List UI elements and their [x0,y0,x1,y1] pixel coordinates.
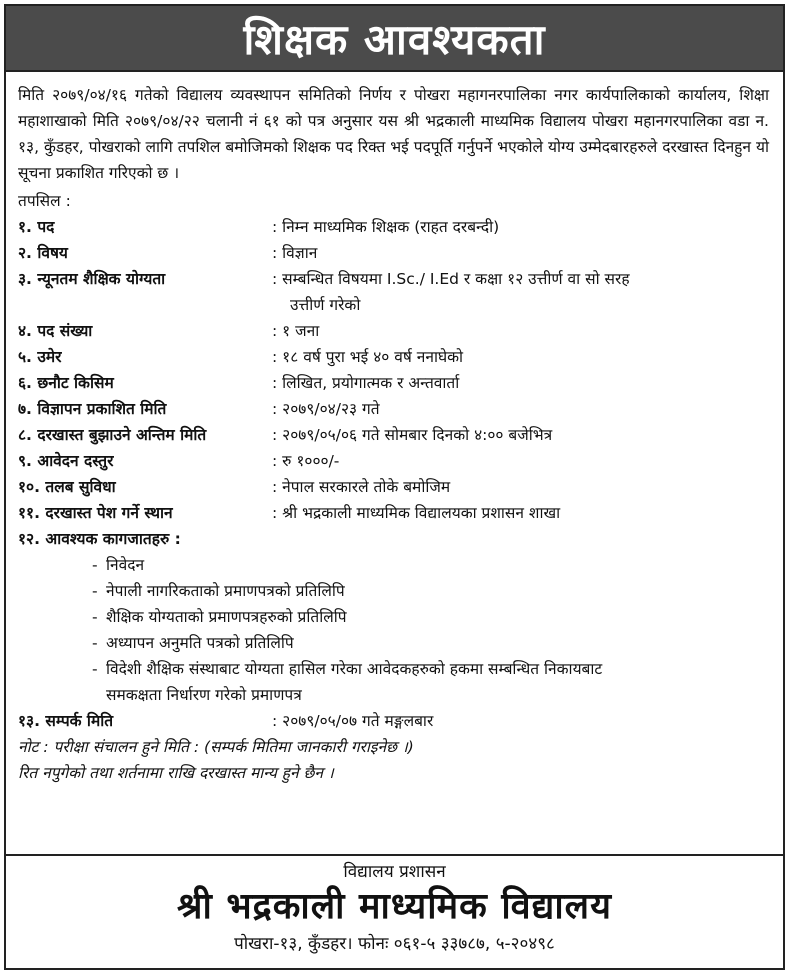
notice-body [6,72,783,786]
detail-row [18,500,769,526]
detail-label: ८. दरखास्त बुझाउने अन्तिम मिति [18,426,207,444]
detail-value: : २०७९/०५/०६ गते सोमबार दिनको ४:०० बजेभित्र [272,426,553,444]
docs-list [18,552,769,708]
doc-text: निवेदन [106,556,145,574]
footer-address: पोखरा-१३, कुँडहर। फोनः ०६१-५ ३३७८७, ५-२०४९८ [234,934,555,954]
detail-label: १०. तलब सुविधा [18,478,116,496]
intro-paragraph: मिति २०७९/०४/१६ गतेको विद्यालय व्यवस्थापन समितिको निर्णय र पोखरा महागनरपालिका नगर कार्यपालिकाको कार्यालय, शिक्षा महाशाखाको मिति २०७९/०४/२२ चलानी नं ६१ को पत्र अनुसार यस श्री भद्रकाली माध्यमिक विद्यालय पोखरा महानगरपालिका वडा न. १३, कुँडहर, पोखराको लागि तपशिल बमोजिमको शिक्षक पद रिक्त भई पदपूर्ति गर्नुपर्ने भएकोले योग्य उम्मेदबारहरुले दरखास्त दिनहुन यो सूचना प्रकाशित गरिएको छ । [18,86,769,182]
detail-row [18,474,769,500]
detail-label: १. पद [18,218,55,236]
detail-row [18,266,769,318]
detail-label: २. विषय [18,244,68,262]
detail-row [18,344,769,370]
detail-value: : २०७९/०४/२३ गते [272,400,380,418]
list-item [92,552,769,578]
detail-row [18,396,769,422]
doc-text: नेपाली नागरिकताको प्रमाणपत्रको प्रतिलिपि [106,582,345,600]
detail-row [18,370,769,396]
doc-text: शैक्षिक योग्यताको प्रमाणपत्रहरुको प्रतिलिपि [106,608,347,626]
detail-label: ५. उमेर [18,348,62,366]
detail-value: : लिखित, प्रयोगात्मक र अन्तवार्ता [272,374,460,392]
note-exam-date: नोट : परीक्षा संचालन हुने मिति : (सम्पर्क मितिमा जानकारी गराइनेछ ।) [18,738,414,756]
detail-label: ९. आवेदन दस्तुर [18,452,114,470]
detail-value: : विज्ञान [272,244,318,262]
detail-row [18,214,769,240]
detail-value: : सम्बन्धित विषयमा I.Sc./ I.Ed र कक्षा १२ उत्तीर्ण वा सो सरह [272,270,630,288]
contact-value: : २०७९/०५/०७ गते मङ्गलबार [272,712,434,730]
footer-school-name: श्री भद्रकाली माध्यमिक विद्यालय [177,886,612,927]
detail-value: : रु १०००/- [272,452,340,470]
detail-value: : १८ वर्ष पुरा भई ४० वर्ष ननाघेको [272,348,464,366]
details-heading: तपसिल : [18,192,71,210]
detail-label: ३. न्यूनतम शैक्षिक योग्यता [18,270,166,288]
detail-row [18,318,769,344]
detail-row [18,448,769,474]
detail-value: : श्री भद्रकाली माध्यमिक विद्यालयका प्रशासन शाखा [272,504,561,522]
notice-title: शिक्षक आवश्यकता [6,6,783,72]
detail-value-block [272,266,769,318]
list-item [92,656,769,708]
docs-heading: १२. आवश्यक कागजातहरु : [18,530,181,548]
list-item [92,604,769,630]
footer-admin: विद्यालय प्रशासन [343,862,446,882]
detail-row [18,240,769,266]
detail-value-continued: उत्तीर्ण गरेको [290,296,361,314]
detail-row [18,422,769,448]
list-item [92,578,769,604]
doc-text: अध्यापन अनुमति पत्रको प्रतिलिपि [106,634,294,652]
detail-label: ६. छनौट किसिम [18,374,114,392]
notice-page [4,4,785,970]
contact-label: १३. सम्पर्क मिति [18,712,114,730]
detail-label: ४. पद संख्या [18,322,93,340]
doc-text-continued: समकक्षता निर्धारण गरेको प्रमाणपत्र [106,686,302,704]
detail-value: : १ जना [272,322,320,340]
detail-label: ७. विज्ञापन प्रकाशित मिति [18,400,167,418]
detail-value: : निम्न माध्यमिक शिक्षक (राहत दरबन्दी) [272,218,500,236]
doc-text: विदेशी शैक्षिक संस्थाबाट योग्यता हासिल गरेका आवेदकहरुको हकमा सम्बन्धित निकायबाट [106,660,603,678]
footer [6,854,783,968]
details-list [18,214,769,526]
contact-row [18,708,769,734]
list-item [92,630,769,656]
detail-label: ११. दरखास्त पेश गर्ने स्थान [18,504,173,522]
note-validity: रित नपुगेको तथा शर्तनामा राखि दरखास्त मान्य हुने छैन । [18,764,334,782]
detail-value: : नेपाल सरकारले तोके बमोजिम [272,478,451,496]
